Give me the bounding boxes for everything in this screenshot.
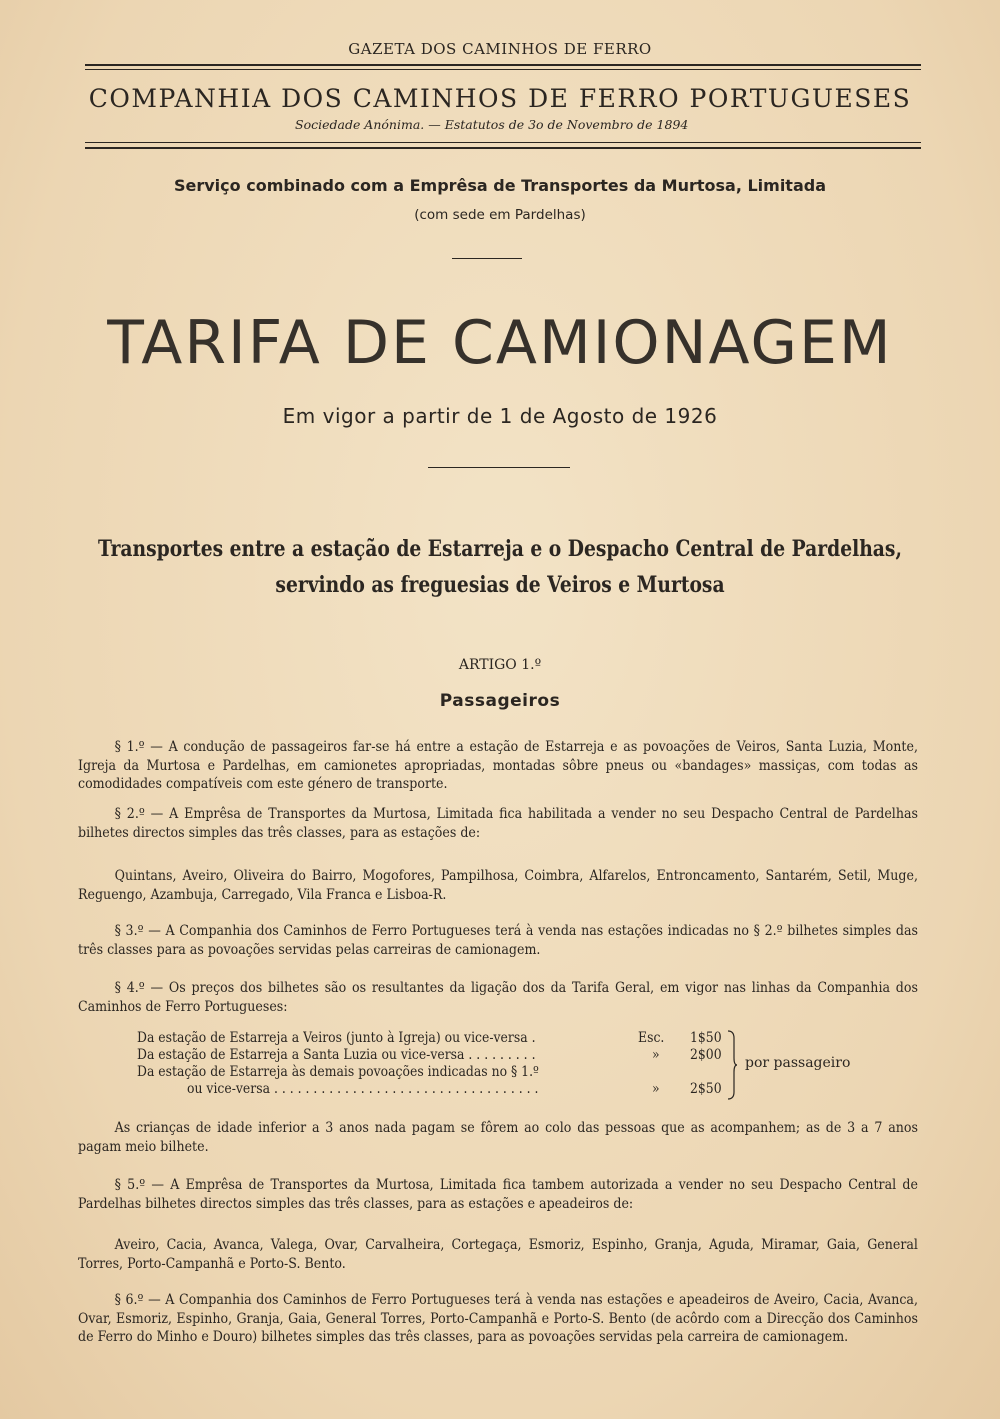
section-heading: Passageiros	[439, 691, 561, 711]
fare-row-label: Da estação de Estarreja a Veiros (junto à Igreja) ou vice-versa .	[137, 1030, 536, 1046]
divider	[428, 467, 570, 468]
paragraph-6: § 6.º — A Companhia dos Caminhos de Ferro Portugueses terá à venda nas estações e apeadeiros de Aveiro, Cacia, Avanca, Ovar, Esmoriz, Espinho, Granja, Gaia, General Torres, Porto-Campanhã e Porto-S. Bento (de acôrdo com a Direcção dos Caminhos de Ferro do Minho e Douro) bilhetes simples das três classes, para as povoações servidas pela carreira de camionagem.	[78, 1292, 918, 1345]
fare-row-currency: »	[652, 1047, 660, 1063]
divider	[452, 258, 522, 259]
tariff-in-force: Em vigor a partir de 1 de Agosto de 1926	[282, 404, 718, 428]
service-seat: (com sede em Pardelhas)	[414, 207, 586, 223]
fare-row-currency: »	[652, 1081, 660, 1097]
fare-row-label: Da estação de Estarreja a Santa Luzia ou vice-versa . . . . . . . . .	[137, 1047, 536, 1063]
paragraph-children: As crianças de idade inferior a 3 anos nada pagam se fôrem ao colo das pessoas que as acompanhem; as de 3 a 7 anos pagam meio bilhete.	[78, 1120, 918, 1155]
header-rule	[85, 64, 921, 66]
transport-heading-line1: Transportes entre a estação de Estarreja e o Despacho Central de Pardelhas,	[98, 536, 902, 562]
brace-icon	[727, 1030, 737, 1100]
paragraph-5-list: Aveiro, Cacia, Avanca, Valega, Ovar, Carvalheira, Cortegaça, Esmoriz, Espinho, Granja, Aguda, Miramar, Gaia, General Torres, Porto-Campanhã e Porto-S. Bento.	[78, 1237, 918, 1272]
transport-heading-line2: servindo as freguesias de Veiros e Murtosa	[275, 572, 725, 598]
header-rule-thin	[85, 69, 921, 70]
fare-row-currency: Esc.	[638, 1030, 665, 1046]
fare-unit: por passageiro	[745, 1055, 851, 1071]
transport-heading	[75, 531, 925, 603]
paragraph-4: § 4.º — Os preços dos bilhetes são os resultantes da ligação dos da Tarifa Geral, em vigor nas linhas da Companhia dos Caminhos de Ferro Portugueses:	[78, 980, 918, 1015]
fare-row-price: 2$00	[690, 1047, 722, 1063]
paragraph-2: § 2.º — A Emprêsa de Transportes da Murtosa, Limitada fica habilitada a vender no seu Despacho Central de Pardelhas bilhetes directos simples das três classes, para as estações de:	[78, 806, 918, 841]
paragraph-2-list: Quintans, Aveiro, Oliveira do Bairro, Mogofores, Pampilhosa, Coimbra, Alfarelos, Entroncamento, Santarém, Setil, Muge, Reguengo, Azambuja, Carregado, Vila Franca e Lisboa-R.	[78, 868, 918, 903]
service-title: Serviço combinado com a Emprêsa de Transportes da Murtosa, Limitada	[173, 176, 826, 195]
paragraph-1: § 1.º — A condução de passageiros far-se há entre a estação de Estarreja e as povoações de Veiros, Santa Luzia, Monte, Igreja da Murtosa e Pardelhas, em camionetes apropriadas, montadas sôbre pneus ou «bandages» massiças, com todas as comodidades compatíveis com este género de transporte.	[78, 739, 918, 792]
company-name: COMPANHIA DOS CAMINHOS DE FERRO PORTUGUESES	[88, 84, 912, 113]
company-subtitle: Sociedade Anónima. — Estatutos de 3o de Novembro de 1894	[295, 117, 689, 132]
fare-row-label: Da estação de Estarreja às demais povoações indicadas no § 1.º	[137, 1064, 539, 1080]
company-rule	[85, 147, 921, 149]
fare-row-price: 2$50	[690, 1081, 722, 1097]
company-rule-thin	[85, 142, 921, 143]
tariff-title: TARIFA DE CAMIONAGEM	[107, 308, 893, 378]
fare-row-price: 1$50	[690, 1030, 722, 1046]
paragraph-3: § 3.º — A Companhia dos Caminhos de Ferro Portugueses terá à venda nas estações indicadas no § 2.º bilhetes simples das três classes para as povoações servidas pelas carreiras de camionagem.	[78, 923, 918, 958]
article-label: ARTIGO 1.º	[458, 657, 542, 673]
gazette-header: GAZETA DOS CAMINHOS DE FERRO	[348, 40, 652, 58]
paragraph-5: § 5.º — A Emprêsa de Transportes da Murtosa, Limitada fica tambem autorizada a vender no seu Despacho Central de Pardelhas bilhetes directos simples das três classes, para as estações e apeadeiros de:	[78, 1177, 918, 1212]
fare-row-label: ou vice-versa . . . . . . . . . . . . . . . . . . . . . . . . . . . . . . . . . .	[187, 1081, 539, 1097]
